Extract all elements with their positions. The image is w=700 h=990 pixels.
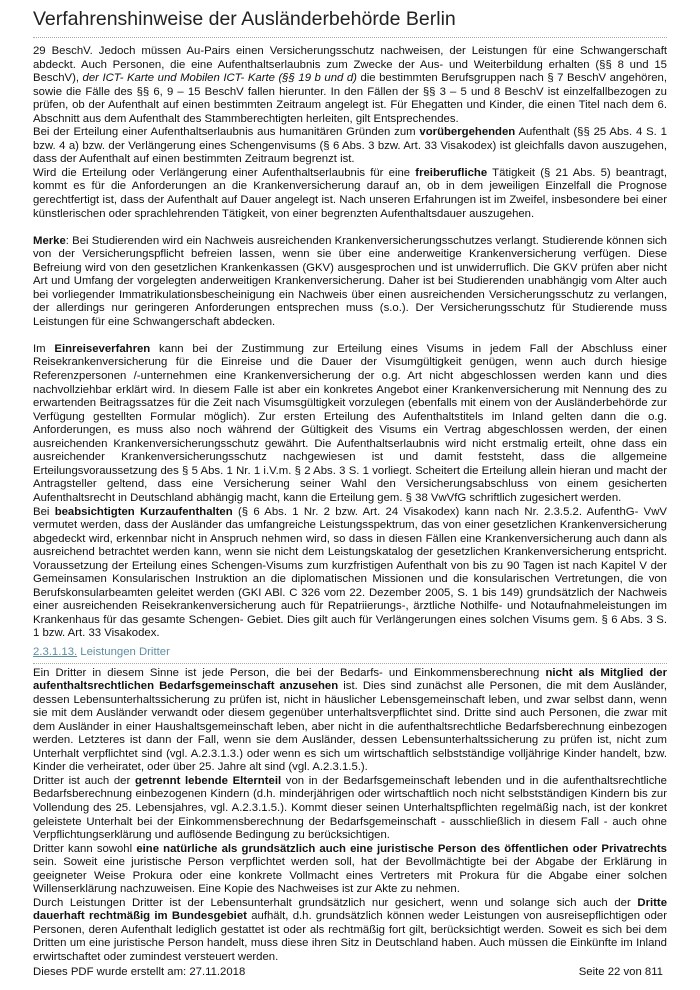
creation-date: Dieses PDF wurde erstellt am: 27.11.2018 [33,966,246,978]
text: die bestimmten Berufsgruppen nach § 7 BeschV angehören, sowie die Fälle des §§ 6, 9 – 15 BeschV fallen hierunter. In den Fällen der §§ 3 – 5 und 8 BeschV ist einzelfallbezogen zu prüfen, ob der Aufenthalt auf einen bestimmten Zeitraum angelegt ist. Für Ehegatten und Kinder, die einen Titel nach dem 6. Abschnitt aus dem Aufenthalt des Stammberechtigten herleiten, gilt Entsprechendes. [33,72,667,125]
text: Bei der Erteilung einer Aufenthaltserlaubnis aus humanitären Gründen zum [33,126,420,139]
paragraph-au-pairs [33,45,667,126]
text: : Bei Studierenden wird ein Nachweis ausreichenden Krankenversicherungsschutzes verlangt. Studierende können sich von der Versicherungspflicht befreien lassen, wenn sie über eine anderweitige Krankenversicherung verfügen. Diese Befreiung wird von den gesetzlichen Krankenkassen (GKV) ausgesprochen und ist unwiderruflich. Die GKV prüfen aber nicht Art und Umfang der vorgelegten anderweitigen Krankenversicherung. Daher ist bei Studierenden unabhängig vom Alter auch bei vorliegender Immatrikulationsbescheinigung ein Nachweis über einen ausreichenden Versicherungsschutz zu verlangen, der allerdings nur geringeren Anforderungen entsprechen muss (s.o.). Der Versicherungsschutz für Studierende muss Leistungen für eine Schwangerschaft abdecken. [33,234,667,328]
text: 29 BeschV. Jedoch müssen Au-Pairs einen Versicherungsschutz nachweisen, der Leistungen für eine Schwangerschaft abdeckt. Auch Personen, die eine Aufenthaltserlaubnis zum Zwecke der Aus- und Weiterbildung erhalten (§§ 8 und 15 BeschV), [33,45,667,85]
paragraph-lawful-residence [33,897,667,965]
text: Aufenthalt (§§ 25 Abs. 4 S. 1 bzw. 4 a) bzw. der Verlängerung eines Schengenvisums (§ 6 Abs. 3 bzw. Art. 33 Visakodex) ist gleichfalls davon auszugehen, dass der Aufenthalt auf einen bestimmten Zeitraum begrenzt ist. [33,126,667,166]
bold-text: vorübergehenden [419,126,516,139]
document-body [33,45,667,965]
text: (§ 6 Abs. 1 Nr. 2 bzw. Art. 24 Visakodex) kann nach Nr. 2.3.5.2. AufenthG- VwV vermutet werden, dass der Ausländer das umfangreiche Leistungsspektrum, das von einer gesetzlichen Krankenversicherung abgedeckt wird, erkennbar nicht in Anspruch nehmen wird, so dass in diesen Fällen eine Krankenversicherung auch dann als ausreichend betrachtet werden kann, wenn sie nicht dem Leistungskatalog der gesetzlichen Krankenversicherung entspricht. Voraussetzung der Erteilung eines Schengen-Visums zum kurzfristigen Aufenthalt von bis zu 90 Tagen ist nach Kapitel V der Gemeinsamen Konsularischen Instruktion an die diplomatischen Missionen und die konsularischen Vertretungen, die von Berufskonsularbeamten geleitet werden (GKI ABl. C 326 vom 22. Dezember 2005, S. 1 bis 149) grundsätzlich der Nachweis einer ausreichenden Reisekrankenversicherung auch für Repatriierungs-, ärztliche Nothilfe- und Notaufnahmeleistungen im Krankenhaus für das gesamte Schengen- Gebiet. Dies gilt auch für Verlängerungen eines solchen Visums gem. § 6 Abs. 3 S. 1 bzw. Art. 33 Visakodex. [33,505,667,640]
text: ist. Dies sind zunächst alle Personen, die mit dem Ausländer, dessen Lebensunterhaltssicherung zu prüfen ist, nicht in häuslicher Lebensgemeinschaft leben, und zwar selbst dann, wenn sie mit dem Ausländer verwandt oder diesem gegenüber unterhaltsverpflichtet sind. Dritte sind auch Personen, die zwar mit dem Ausländer in einer Haushaltsgemeinschaft leben, aber nicht in die aufenthaltsrechtliche Bedarfsberechnung einbezogen werden. Letzteres ist dann der Fall, wenn sie dem Ausländer, dessen Lebensunterhaltssicherung zu prüfen ist, nicht zum Unterhalt verpflichtet sind (vgl. A.2.3.1.3.) oder wenn es sich um wirtschaftlich selbstständige volljährige Kinder handelt, bzw. Kinder die verheiratet, oder über 25. Jahre alt sind (vgl. A.2.3.1.5.). [33,680,667,774]
text: sein. Soweit eine juristische Person verpflichtet werden soll, hat der Bevollmächtigte bei der Abgabe der Erklärung in geeigneter Weise Prokura oder eine konkrete Vollmacht eines Vertreters mit Prokura für die Abgabe einer solchen Willenserklärung nachzuweisen. Eine Kopie des Nachweises ist zur Akte zu nehmen. [33,856,667,896]
text: kann bei der Zustimmung zur Erteilung eines Visums in jedem Fall der Abschluss einer Reisekrankenversicherung für die Einreise und die Dauer der Visumgültigkeit genügen, wenn auch durch hiesige Referenzpersonen /-unternehmen eine Krankenversicherung der o.g. Art nicht abgeschlossen werden kann und dies nachvollziehbar erklärt wird. In diesem Falle ist aber ein konkretes Angebot einer Krankenversicherung mit Nennung des zu erwartenden Beitragssatzes für die Zeit nach Visumsgültigkeit vorzulegen (ebenfalls mit einem von der Ausländerbehörde zur Verfügung gestellten Formular möglich). Zur ersten Erteilung des Aufenthaltstitels im Inland gelten dann die o.g. Anforderungen, es muss also noch während der Gültigkeit des Visums ein Vertrag abgeschlossen werden, der einen ausreichenden Krankenversicherungsschutz gewährt. Die Aufenthaltserlaubnis wird nicht erstmalig erteilt, ohne dass ein ausreichender Krankenversicherungsschutz nachgewiesen ist und damit feststeht, dass die allgemeine Erteilungsvoraussetzung des § 5 Abs. 1 Nr. 1 i.V.m. § 2 Abs. 3 S. 1 vorliegt. Scheitert die Erteilung allein hieran und macht der Antragsteller geltend, dass eine Versicherung seiner Wahl den Versicherungsabschluss von einem gesicherten Aufenthaltsrecht in Deutschland abhängig macht, kann die Erteilung gem. § 38 VwVfG schriftlich zugesichert werden. [33,342,667,504]
section-heading[interactable] [33,646,667,664]
bold-text: Einreiseverfahren [54,342,151,355]
text: aufhält, d.h. grundsätzlich können weder Leistungen von ausreisepflichtigen oder Personen, deren Aufenthalt lediglich gestattet ist oder als rechtmäßig fort gilt, berücksichtigt werden. Soweit es sich bei dem Dritten um eine juristische Person handelt, muss diese ihren Sitz in Deutschland haben. Auch müssen die Einkünfte im Inland erwirtschaftet oder zumindest versteuert werden. [33,910,667,963]
text: von in der Bedarfsgemeinschaft lebenden und in die aufenthaltsrechtliche Bedarfsberechnung einbezogenen Kindern (d.h. minderjährigen oder wirtschaftlich noch nicht selbstständigen Kindern bis zur Vollendung des 25. Lebensjahres, vgl. A.2.3.1.5.). Kommt dieser seinen Unterhaltspflichten regelmäßig nach, ist der konkret geleistete Unterhalt bei der Einkommensberechnung der Bedarfsgemeinschaft - ausschließlich in diesem Fall - auch ohne Verpflichtungserklärung und auflösende Bedingung zu berücksichtigen. [33,774,667,842]
bold-text: beabsichtigten Kurzaufenthalten [54,505,233,518]
paragraph-third-party-definition [33,667,667,775]
bold-text: eine natürliche als grundsätzlich auch eine juristische Person des öffentlichen oder Privatrechts [136,842,667,855]
text: Dritter ist auch der [33,774,135,787]
section-number-link[interactable]: 2.3.1.13. [33,645,78,658]
page-title: Verfahrenshinweise der Ausländerbehörde Berlin [33,8,667,38]
paragraph-merke [33,235,667,330]
paragraph-legal-person [33,843,667,897]
bold-text: Dritte dauerhaft rechtmäßig im Bundesgebiet [33,896,667,923]
section-title: Leistungen Dritter [77,645,170,658]
paragraph-humanitarian [33,126,667,167]
text: Wird die Erteilung oder Verlängerung einer Aufenthaltserlaubnis für eine [33,166,416,179]
paragraph-freelance [33,167,667,221]
text: Im [33,342,55,355]
text: Ein Dritter in diesem Sinne ist jede Person, die bei der Bedarfs- und Einkommensberechnung [33,666,546,679]
bold-text: Merke [33,234,66,247]
text: Bei [33,505,55,518]
page-number: Seite 22 von 811 [578,966,663,978]
paragraph-entry-procedure [33,343,667,506]
text: Tätigkeit (§ 21 Abs. 5) beantragt, kommt es für die Anforderungen an die Krankenversicherung darauf an, ob in dem jeweiligen Einzelfall die Prognose gerechtfertigt ist, dass der Aufenthalt auf Dauer angelegt ist. Nach unseren Erfahrungen ist im Zweifel, insbesondere bei einer künstlerischen oder sprachlehrenden Tätigkeit, von einer begrenzten Aufenthaltsdauer auszugehen. [33,166,667,220]
paragraph-short-stays [33,506,667,641]
bold-text: freiberufliche [415,166,488,179]
text: Dritter kann sowohl [33,842,137,855]
bold-text: getrennt lebende Elternteil [134,774,282,787]
text: Durch Leistungen Dritter ist der Lebensunterhalt grundsätzlich nur gesichert, wenn und solange sich auch der [33,896,638,909]
bold-text: nicht als Mitglied der aufenthaltsrechtlichen Bedarfsgemeinschaft anzusehen [33,666,667,693]
italic-text: der ICT- Karte und Mobilen ICT- Karte (§§ 19 b und d) [82,72,357,85]
paragraph-separated-parent [33,775,667,843]
